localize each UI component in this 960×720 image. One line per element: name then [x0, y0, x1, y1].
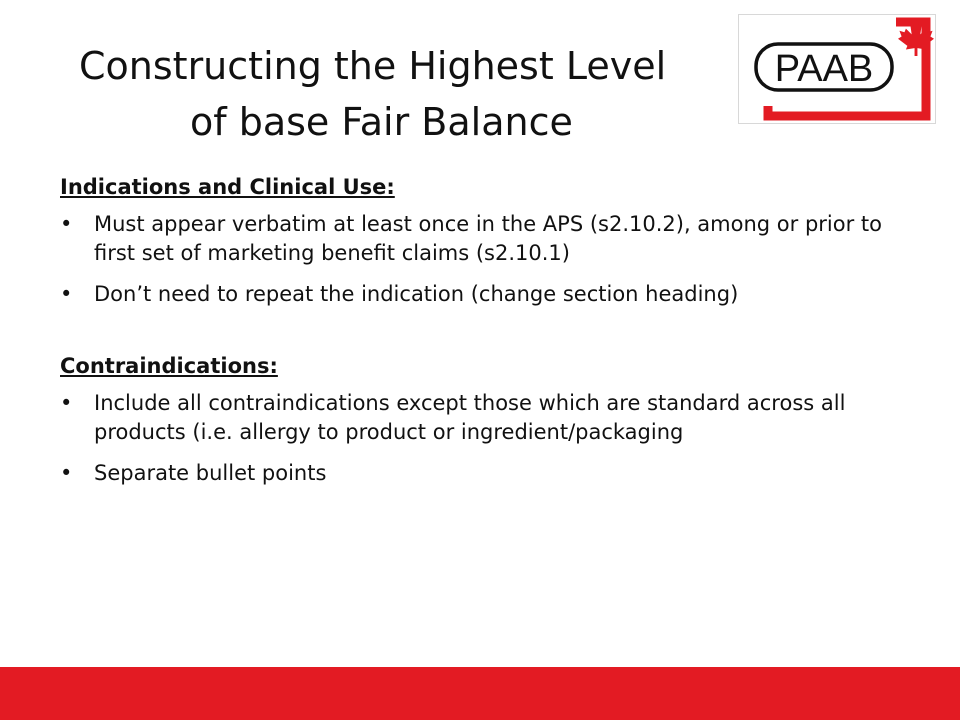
contraindications-bullet-list — [60, 389, 920, 488]
paab-logo — [738, 14, 936, 124]
slide-title-line-1: Constructing the Highest Level — [79, 44, 667, 88]
bullet-text: Don’t need to repeat the indication (change section heading) — [94, 282, 739, 306]
bullet-icon: • — [60, 461, 73, 485]
indications-bullet-list — [60, 210, 920, 309]
bullet-text: Include all contraindications except those which are standard across all products (i.e. allergy to product or ingredient/packaging — [94, 391, 846, 444]
bullet-item — [60, 389, 920, 447]
indications-section — [60, 172, 920, 309]
logo-text: PAAB — [774, 48, 874, 90]
section-heading-contraindications: Contraindications: — [60, 354, 278, 378]
section-heading-indications: Indications and Clinical Use: — [60, 175, 395, 199]
footer-bar — [0, 667, 960, 720]
bullet-text: Separate bullet points — [94, 461, 327, 485]
paab-logo-graphic — [738, 14, 936, 124]
bullet-icon: • — [60, 282, 73, 306]
bullet-item — [60, 210, 920, 268]
bullet-icon: • — [60, 391, 73, 415]
bullet-text: Must appear verbatim at least once in the APS (s2.10.2), among or prior to first set of marketing benefit claims (s2.10.1) — [94, 212, 882, 265]
section-gap — [60, 321, 920, 351]
bullet-icon: • — [60, 212, 73, 236]
contraindications-section — [60, 351, 920, 488]
slide-title-line-2: of base Fair Balance — [190, 100, 573, 144]
bullet-item — [60, 280, 920, 309]
bullet-item — [60, 459, 920, 488]
slide-content — [60, 172, 920, 500]
